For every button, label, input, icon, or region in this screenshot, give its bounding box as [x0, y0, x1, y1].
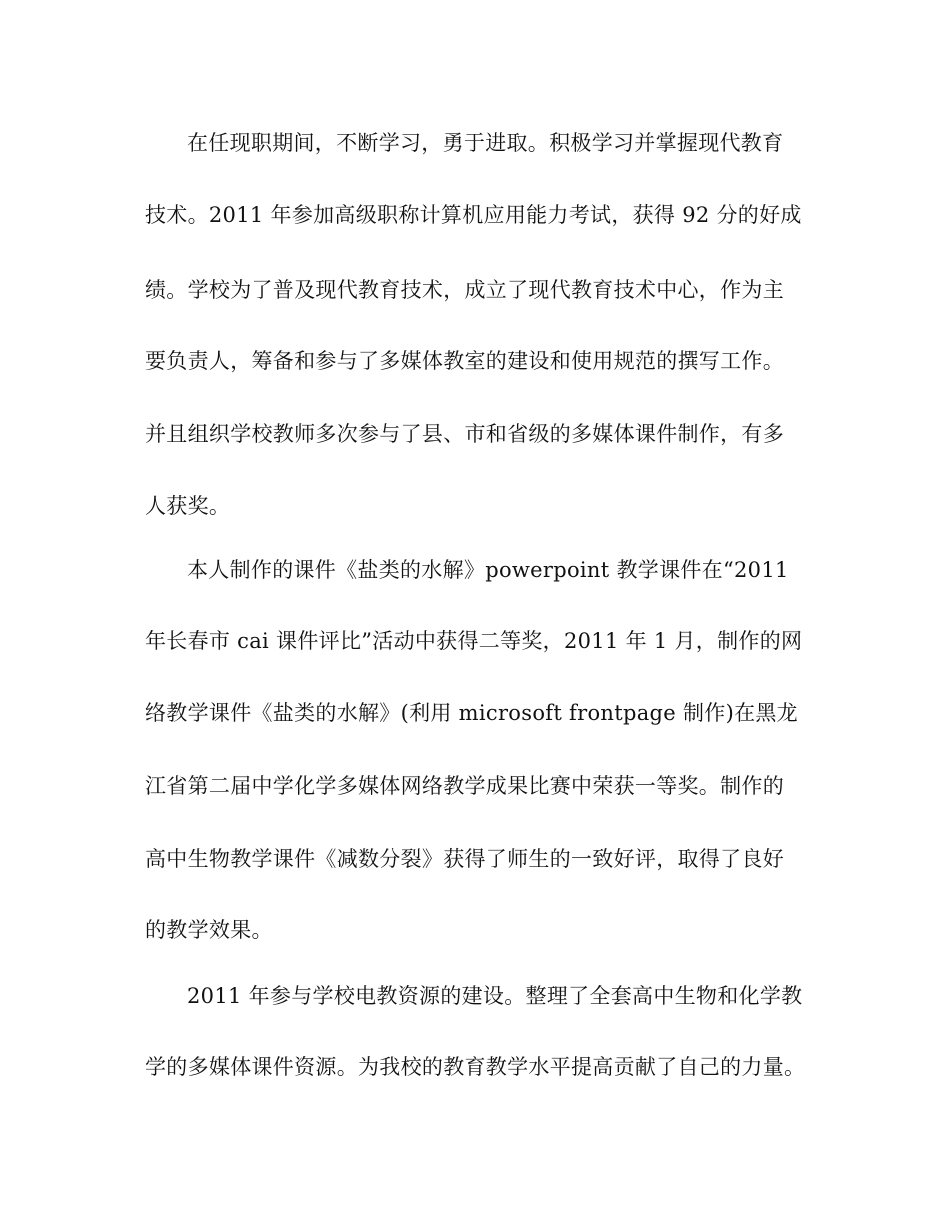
- paragraph-2-line-2: 年长春市 cai 课件评比”活动中获得二等奖，2011 年 1 月，制作的网: [145, 629, 803, 653]
- paragraph-1-line-3: 绩。学校为了普及现代教育技术，成立了现代教育技术中心，作为主: [145, 278, 784, 302]
- paragraph-1-line-4: 要负责人，筹备和参与了多媒体教室的建设和使用规范的撰写工作。: [145, 349, 784, 373]
- paragraph-1-line-6: 人获奖。: [145, 494, 231, 518]
- paragraph-1-line-5: 并且组织学校教师多次参与了县、市和省级的多媒体课件制作，有多: [145, 422, 784, 446]
- paragraph-3-line-2: 学的多媒体课件资源。为我校的教育教学水平提高贡献了自己的力量。: [145, 1055, 806, 1079]
- paragraph-1-line-2: 技术。2011 年参加高级职称计算机应用能力考试，获得 92 分的好成: [145, 203, 802, 227]
- paragraph-1-line-1: 在任现职期间，不断学习，勇于进取。积极学习并掌握现代教育: [187, 131, 784, 155]
- paragraph-2-line-3: 络教学课件《盐类的水解》(利用 microsoft frontpage 制作)在黑龙: [145, 701, 798, 725]
- paragraph-2-line-4: 江省第二届中学化学多媒体网络教学成果比赛中荣获一等奖。制作的: [145, 774, 784, 798]
- paragraph-2-line-6: 的教学效果。: [145, 918, 273, 942]
- paragraph-2-line-5: 高中生物教学课件《减数分裂》获得了师生的一致好评，取得了良好: [145, 847, 784, 871]
- paragraph-3-line-1: 2011 年参与学校电教资源的建设。整理了全套高中生物和化学教: [187, 984, 803, 1008]
- paragraph-2-line-1: 本人制作的课件《盐类的水解》powerpoint 教学课件在“2011: [187, 558, 789, 582]
